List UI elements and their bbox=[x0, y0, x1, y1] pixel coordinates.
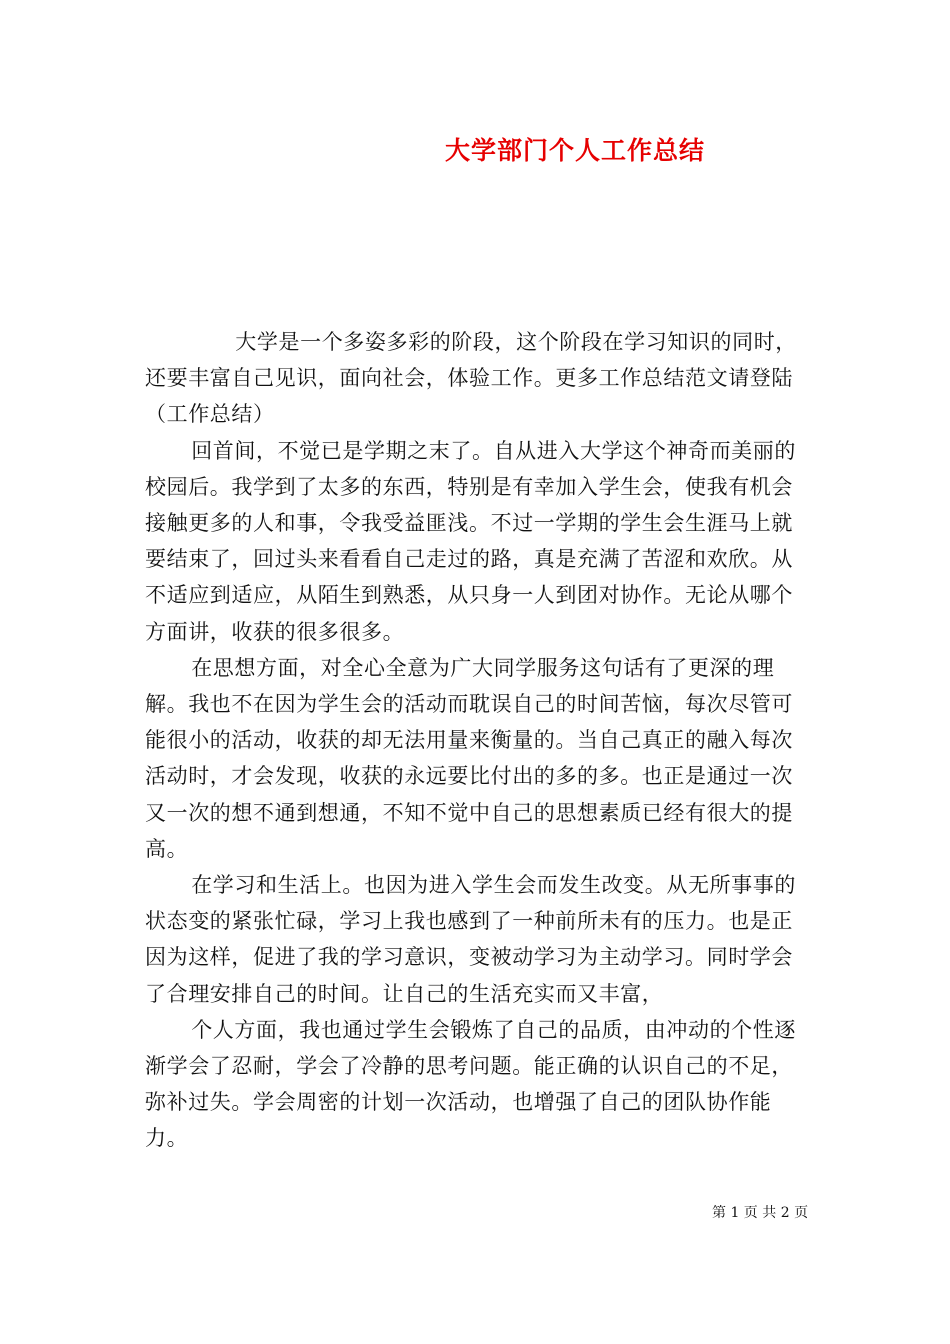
paragraph-review: 回首间，不觉已是学期之末了。自从进入大学这个神奇而美丽的校园后。我学到了太多的东西，特别是有幸加入学生会，使我有机会接触更多的人和事，令我受益匪浅。不过一学期的学生会生涯马上就要结束了，回过头来看看自己走过的路，真是充满了苦涩和欢欣。从不适应到适应，从陌生到熟悉，从只身一人到团对协作。无论从哪个方面讲，收获的很多很多。 bbox=[145, 438, 796, 644]
paragraph-intro: 大学是一个多姿多彩的阶段，这个阶段在学习知识的同时，还要丰富自己见识，面向社会，体验工作。更多工作总结范文请登陆（工作总结） bbox=[145, 330, 797, 427]
paragraph-thinking: 在思想方面，对全心全意为广大同学服务这句话有了更深的理解。我也不在因为学生会的活动而耽误自己的时间苦恼，每次尽管可能很小的活动，收获的却无法用量来衡量的。当自己真正的融入每次活动时，才会发现，收获的永远要比付出的多的多。也正是通过一次又一次的想不通到想通，不知不觉中自己的思想素质已经有很大的提高。 bbox=[145, 655, 793, 861]
document-body bbox=[145, 324, 807, 1157]
document-title: 大学部门个人工作总结 bbox=[444, 136, 705, 165]
paragraph-study-life: 在学习和生活上。也因为进入学生会而发生改变。从无所事事的状态变的紧张忙碌，学习上我也感到了一种前所未有的压力。也是正因为这样，促进了我的学习意识，变被动学习为主动学习。同时学会了合理安排自己的时间。让自己的生活充实而又丰富， bbox=[145, 873, 796, 1006]
paragraph-personal: 个人方面，我也通过学生会锻炼了自己的品质，由冲动的个性逐渐学会了忍耐，学会了冷静的思考问题。能正确的认识自己的不足，弥补过失。学会周密的计划一次活动，也增强了自己的团队协作能力。 bbox=[145, 1017, 796, 1151]
page-number-footer: 第 1 页 共 2 页 bbox=[712, 1205, 809, 1221]
